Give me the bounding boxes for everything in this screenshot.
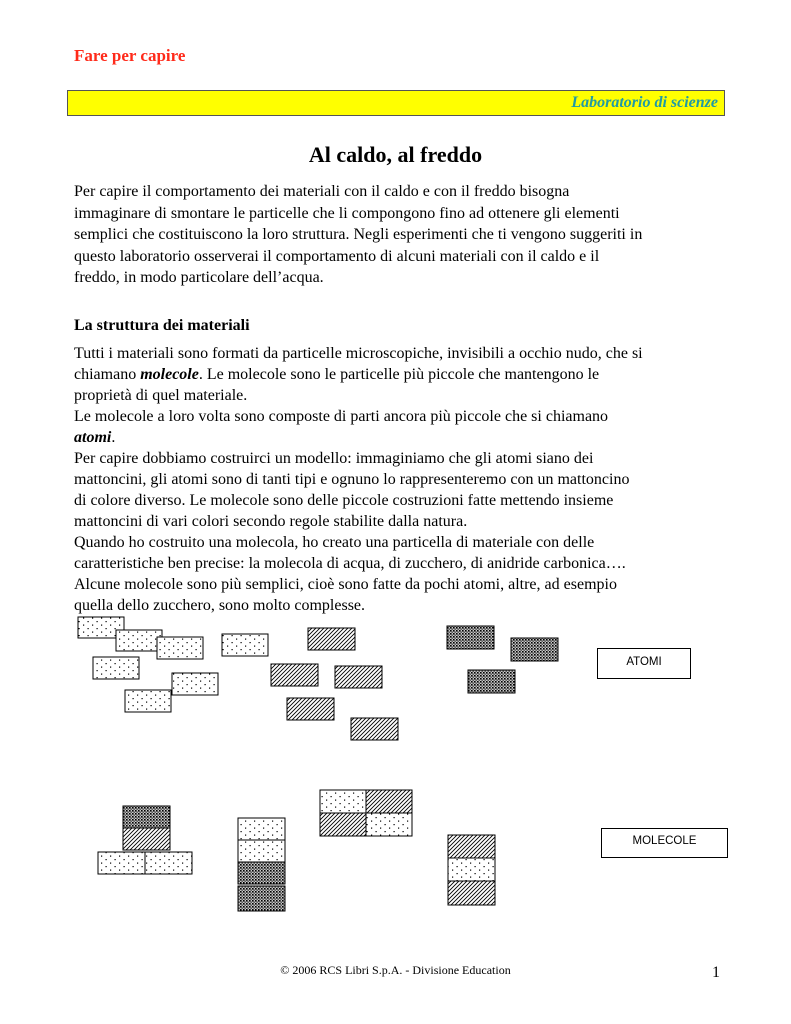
molecule-b	[238, 818, 285, 911]
molecules-label: MOLECOLE	[632, 835, 697, 847]
dark-atoms	[447, 626, 558, 693]
body-line: caratteristiche ben precise: la molecola di acqua, di zucchero, di anidride carbonica….	[74, 555, 626, 572]
atom-brick-dark	[468, 670, 515, 693]
atom-brick-hatched	[287, 698, 334, 720]
intro-line: immaginare di smontare le particelle che li compongono fino ad ottenere gli elementi	[74, 204, 620, 222]
molecule-brick-dotted	[448, 858, 495, 881]
molecule-brick-hatched	[448, 881, 495, 905]
molecule-brick-hatched	[320, 813, 366, 836]
atom-brick-dotted	[125, 690, 171, 712]
page-number: 1	[712, 964, 720, 981]
body-line: Le molecole a loro volta sono composte di parti ancora più piccole che si chiamano	[74, 408, 609, 425]
body-line	[74, 364, 734, 385]
intro-paragraph	[74, 181, 734, 289]
lab-banner-label: Laboratorio di scienze	[571, 94, 718, 111]
molecule-brick-dotted	[366, 813, 412, 836]
dotted-atoms	[78, 617, 268, 712]
atoms-label: ATOMI	[626, 656, 662, 668]
atom-brick-dotted	[93, 657, 139, 679]
molecule-c	[320, 790, 412, 836]
body-line: mattoncini di vari colori secondo regole stabilite dalla natura.	[74, 513, 468, 530]
section-kicker: Fare per capire	[74, 46, 186, 65]
atom-brick-dark	[447, 626, 494, 649]
body-line: di colore diverso. Le molecole sono delle piccole costruzioni fatte mettendo insieme	[74, 492, 614, 509]
body-text-run: .	[111, 429, 116, 446]
atom-brick-hatched	[308, 628, 355, 650]
molecule-brick-dotted	[238, 840, 285, 862]
molecule-brick-dotted	[145, 852, 192, 874]
atom-brick-dotted	[157, 637, 203, 659]
body-text-run: . Le molecole sono le particelle più piccole che mantengono le	[198, 366, 600, 383]
intro-line: Per capire il comportamento dei materiali con il caldo e con il freddo bisogna	[74, 183, 570, 200]
molecule-a	[98, 806, 192, 874]
body-line: proprietà di quel materiale.	[74, 387, 248, 404]
body-paragraph	[74, 343, 734, 616]
atom-brick-hatched	[335, 666, 382, 688]
atom-brick-dark	[511, 638, 558, 661]
molecule-d	[448, 835, 495, 905]
body-line: Tutti i materiali sono formati da particelle microscopiche, invisibili a occhio nudo, che si	[74, 345, 643, 362]
atom-brick-hatched	[351, 718, 398, 740]
intro-line: questo laboratorio osserverai il comportamento di alcuni materiali con il caldo e il	[74, 247, 600, 265]
atom-brick-hatched	[271, 664, 318, 686]
molecule-brick-dark	[238, 862, 285, 884]
lab-banner	[67, 90, 725, 116]
molecule-brick-hatched	[448, 835, 495, 858]
intro-line: freddo, in modo particolare dell’acqua.	[74, 269, 324, 286]
molecule-brick-dark	[238, 886, 285, 911]
hatched-atoms	[271, 628, 398, 740]
molecule-brick-dotted	[98, 852, 145, 874]
body-line: Alcune molecole sono più semplici, cioè sono fatte da pochi atomi, altre, ad esempio	[74, 576, 617, 593]
body-line: mattoncini, gli atomi sono di tanti tipi e ognuno lo rappresenteremo con un mattoncino	[74, 471, 630, 488]
molecules-label-box	[601, 828, 728, 858]
molecule-brick-dark	[123, 806, 170, 828]
body-line: Per capire dobbiamo costruirci un modello: immaginiamo che gli atomi siano dei	[74, 450, 594, 467]
atoms-label-box	[597, 648, 691, 679]
molecule-brick-hatched	[366, 790, 412, 813]
molecule-brick-dotted	[238, 818, 285, 840]
molecule-brick-hatched	[123, 828, 170, 850]
body-line: Quando ho costruito una molecola, ho creato una particella di materiale con delle	[74, 534, 595, 551]
term-atomi: atomi	[74, 429, 112, 446]
copyright-footer: © 2006 RCS Libri S.p.A. - Divisione Education	[280, 963, 511, 977]
term-molecole: molecole	[140, 366, 199, 383]
intro-line: semplici che costituiscono la loro struttura. Negli esperimenti che ti vengono suggeriti in	[74, 226, 643, 243]
page-title: Al caldo, al freddo	[308, 142, 483, 167]
section-heading: La struttura dei materiali	[74, 317, 250, 334]
atom-brick-dotted	[172, 673, 218, 695]
molecule-brick-dotted	[320, 790, 366, 813]
body-line: quella dello zucchero, sono molto complesse.	[74, 597, 366, 614]
body-text-run: chiamano	[74, 366, 141, 383]
body-line	[74, 427, 734, 448]
atom-brick-dotted	[116, 630, 162, 651]
atom-brick-dotted	[222, 634, 268, 656]
